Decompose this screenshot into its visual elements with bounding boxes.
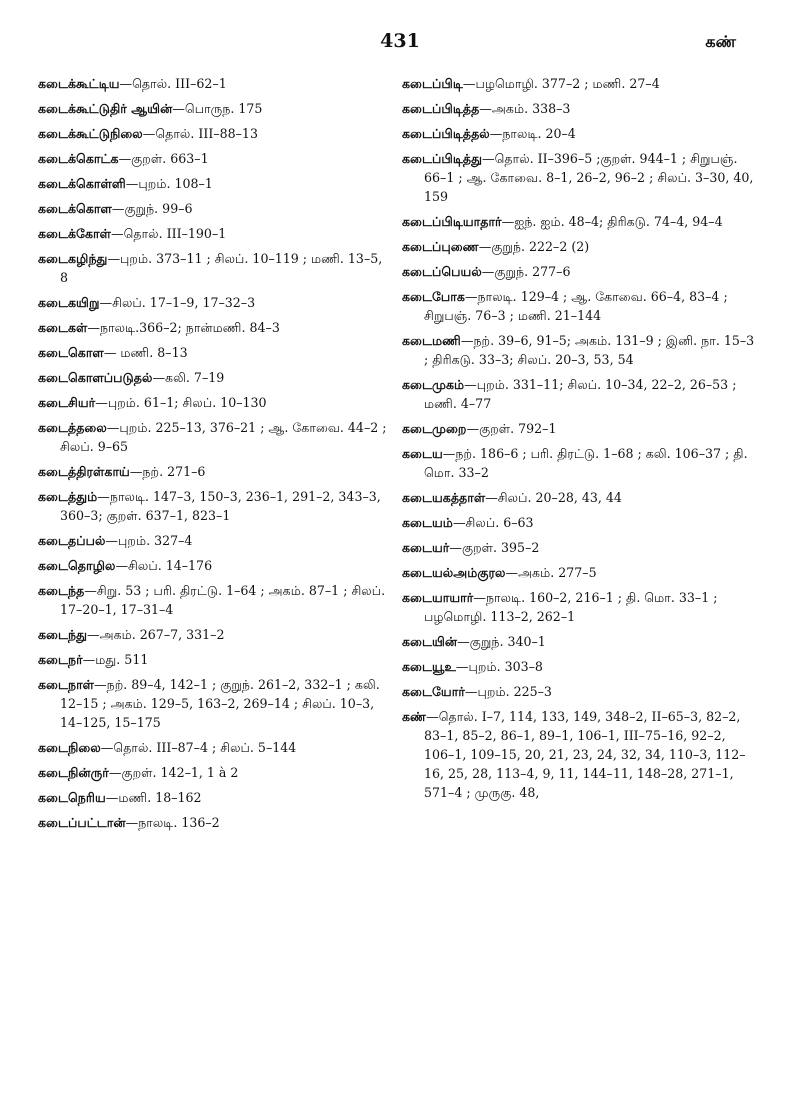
entry-references: — மணி. 8–13 [103,345,188,360]
index-entry [38,763,388,782]
entry-references: —அகம். 277–5 [505,565,597,580]
entry-references: —சிலப். 17–1–9, 17–32–3 [99,295,256,310]
entry-headword: கடைமுறை [402,421,467,436]
entry-headword: கடைசியர் [38,395,96,410]
index-entry [402,707,758,802]
entry-headword: கடைக்கொள்ளி [38,176,126,191]
index-entry [402,657,758,676]
entry-references: —புறம். 225–3 [464,684,552,699]
entry-headword: கடைநிலை [38,740,101,755]
index-entry [38,124,388,143]
entry-references: —குறள். 663–1 [118,151,209,166]
running-header-word: கண் [705,32,736,51]
entry-references: —குறள். 792–1 [466,421,557,436]
index-entry [38,581,388,619]
entry-references: —சிலப். 6–63 [452,515,534,530]
entry-headword: கடைநின்ருர் [38,765,109,780]
index-entry [38,487,388,525]
entry-headword: கடைக்கூட்டிய [38,76,120,91]
entry-references: —நாலடி. 20–4 [489,126,576,141]
entry-headword: கடைநர் [38,652,83,667]
index-entry [38,813,388,832]
entry-headword: கடைப்பிடி [402,76,463,91]
entry-references: —புறம். 331–11; சிலப். 10–34, 22–2, 26–53 ; மணி. 4–77 [424,377,737,411]
entry-headword: கடையின் [402,634,458,649]
index-entry [38,418,388,456]
entry-headword: கடைகயிறு [38,295,100,310]
entry-references: —நாலடி. 129–4 ; ஆ. கோவை. 66–4, 83–4 ; சிறுபஞ். 76–3 ; மணி. 21–144 [424,289,728,323]
entry-headword: கடைதொழில [38,558,116,573]
entry-headword: கடைநெரிய [38,790,106,805]
entry-headword: கடைக்கொட்க [38,151,119,166]
entry-headword: கடையோர் [402,684,465,699]
index-entry [402,237,758,256]
entry-headword: கடைக்கோள் [38,226,111,241]
entry-references: —நற். 271–6 [129,464,206,479]
index-entry [402,99,758,118]
entry-references: —குறுந். 222–2 (2) [478,239,590,254]
index-entry [402,419,758,438]
index-entry [38,556,388,575]
entry-headword: கடையர் [402,540,450,555]
index-entry [38,293,388,312]
index-entry [402,682,758,701]
entry-headword: கடைப்பிடித்து [402,151,483,166]
entry-headword: கடைந்த [38,583,85,598]
entry-headword: கடையாயார் [402,590,474,605]
index-entry [38,74,388,93]
entry-references: —மணி. 18–162 [105,790,202,805]
entry-headword: கடைந்து [38,627,87,642]
entry-headword: கடைய [402,446,443,461]
entry-headword: கடைத்தலை [38,420,107,435]
left-column [38,74,388,838]
entry-headword: கடையம் [402,515,453,530]
index-entry [38,531,388,550]
entry-references: —பொருந. 175 [172,101,263,116]
index-entry [38,738,388,757]
entry-references: —குறள். 395–2 [449,540,540,555]
entry-headword: கடைபோக [402,289,465,304]
entry-references: —அகம். 267–7, 331–2 [87,627,225,642]
entry-references: —சிலப். 20–28, 43, 44 [485,490,622,505]
entry-headword: கடைத்தும் [38,489,98,504]
entry-references: —அகம். 338–3 [479,101,571,116]
entry-headword: கடைமுகம் [402,377,465,392]
index-entry [402,331,758,369]
index-entry [402,287,758,325]
entry-headword: கடைநாள் [38,677,95,692]
entry-headword: கடைப்பிடித்த [402,101,480,116]
page-number: 431 [380,30,420,52]
entry-references: —புறம். 373–11 ; சிலப். 10–119 ; மணி. 13–5, 8 [60,251,383,285]
index-entry [402,74,758,93]
index-entry [38,174,388,193]
entry-references: —புறம். 108–1 [125,176,213,191]
entry-references: —ஐந். ஐம். 48–4; திரிகடு. 74–4, 94–4 [501,214,723,229]
entry-references: —சிலப். 14–176 [115,558,213,573]
entry-headword: கடைப்பிடியாதார் [402,214,502,229]
index-entry [38,368,388,387]
index-entry [38,625,388,644]
entry-headword: கடைப்பட்டான் [38,815,126,830]
entry-references: —குறுந். 340–1 [457,634,546,649]
entry-references: —நாலடி. 136–2 [125,815,220,830]
entry-references: —தொல். III–88–13 [142,126,258,141]
entry-references: —குறள். 142–1, 1 à 2 [108,765,239,780]
index-entry [38,149,388,168]
index-entry [38,462,388,481]
index-entry [38,393,388,412]
index-entry [38,650,388,669]
index-entry [402,488,758,507]
entry-headword: கடைக்கூட்டுநிலை [38,126,143,141]
entry-references: —நற். 89–4, 142–1 ; குறுந். 261–2, 332–1 ; கலி. 12–15 ; அகம். 129–5, 163–2, 269–14 ; சிலப். 10–3, 14–125, 15–175 [60,677,380,730]
index-entry [38,675,388,732]
index-entry [402,563,758,582]
index-entry [402,444,758,482]
entry-references: —தொல். III–62–1 [119,76,227,91]
entry-references: —மது. 511 [82,652,149,667]
index-entry [38,199,388,218]
entry-headword: கடைதப்பல் [38,533,106,548]
entry-references: —தொல். I–7, 114, 133, 149, 348–2, II–65–3, 82–2, 83–1, 85–2, 86–1, 89–1, 106–1, III–75–16, 92–2, 106–1, 109–15, 20, 21, 23, 24, 32, 34, 110–3, 112–16, 25, 28, 113–4, 9, 11, 144–11, 148–28, 271–1, 571–4 ; முருகு. 48, [424,709,746,800]
entry-headword: கடைப்பிடித்தல் [402,126,490,141]
entry-headword: கடைக்கொள [38,201,112,216]
entry-headword: கடையகத்தாள் [402,490,486,505]
index-entry [402,513,758,532]
index-entry [38,249,388,287]
index-entry [38,788,388,807]
entry-references: —புறம். 303–8 [455,659,543,674]
index-entry [38,99,388,118]
entry-references: —குறுந். 99–6 [111,201,193,216]
entry-references: —நற். 186–6 ; பரி. திரட்டு. 1–68 ; கலி. 106–37 ; தி. மொ. 33–2 [424,446,748,480]
entry-references: —நாலடி.366–2; நான்மணி. 84–3 [87,320,280,335]
entry-references: —புறம். 61–1; சிலப். 10–130 [95,395,267,410]
entry-references: —தொல். II–396–5 ;குறள். 944–1 ; சிறுபஞ். 66–1 ; ஆ. கோவை. 8–1, 26–2, 96–2 ; சிலப். 3–30, 40, 159 [424,151,754,204]
entry-headword: கடைக்கூட்டுதிர் ஆயின் [38,101,173,116]
entry-headword: கடையூஉ [402,659,456,674]
entry-headword: கடைப்புணை [402,239,479,254]
entry-headword: கடைகள் [38,320,88,335]
index-entry [402,212,758,231]
entry-references: —தொல். III–87–4 ; சிலப். 5–144 [100,740,297,755]
index-entry [402,588,758,626]
entry-references: —குறுந். 277–6 [481,264,571,279]
entry-references: —புறம். 225–13, 376–21 ; ஆ. கோவை. 44–2 ; சிலப். 9–65 [60,420,387,454]
index-entry [402,149,758,206]
entry-headword: கடைகொளப்படுதல் [38,370,153,385]
entry-headword: கடைகழிந்து [38,251,108,266]
entry-references: —கலி. 7–19 [152,370,225,385]
index-entry [402,262,758,281]
index-entry [402,632,758,651]
index-entry [402,538,758,557]
index-entry [38,318,388,337]
entry-references: —நற். 39–6, 91–5; அகம். 131–9 ; இனி. நா. 15–3 ; திரிகடு. 33–3; சிலப். 20–3, 53, 54 [424,333,755,367]
entry-references: —புறம். 327–4 [105,533,193,548]
entry-headword: கடைத்திரள்காய் [38,464,130,479]
index-entry [402,375,758,413]
entry-references: —நாலடி. 147–3, 150–3, 236–1, 291–2, 343–3, 360–3; குறள். 637–1, 823–1 [60,489,381,523]
entry-references: —தொல். III–190–1 [111,226,227,241]
entry-headword: கடையல்அம்குரல [402,565,506,580]
index-entry [402,124,758,143]
entry-headword: கடைமணி [402,333,461,348]
index-entry [38,343,388,362]
entry-references: —நாலடி. 160–2, 216–1 ; தி. மொ. 33–1 ; பழமொழி. 113–2, 262–1 [424,590,718,624]
entry-headword: கடைகொள [38,345,104,360]
entry-headword: கடைப்பெயல் [402,264,482,279]
entry-references: —சிறு. 53 ; பரி. திரட்டு. 1–64 ; அகம். 87–1 ; சிலப். 17–20–1, 17–31–4 [60,583,386,617]
entry-references: —பழமொழி. 377–2 ; மணி. 27–4 [462,76,660,91]
right-column [402,74,758,808]
entry-headword: கண் [402,709,427,724]
index-entry [38,224,388,243]
